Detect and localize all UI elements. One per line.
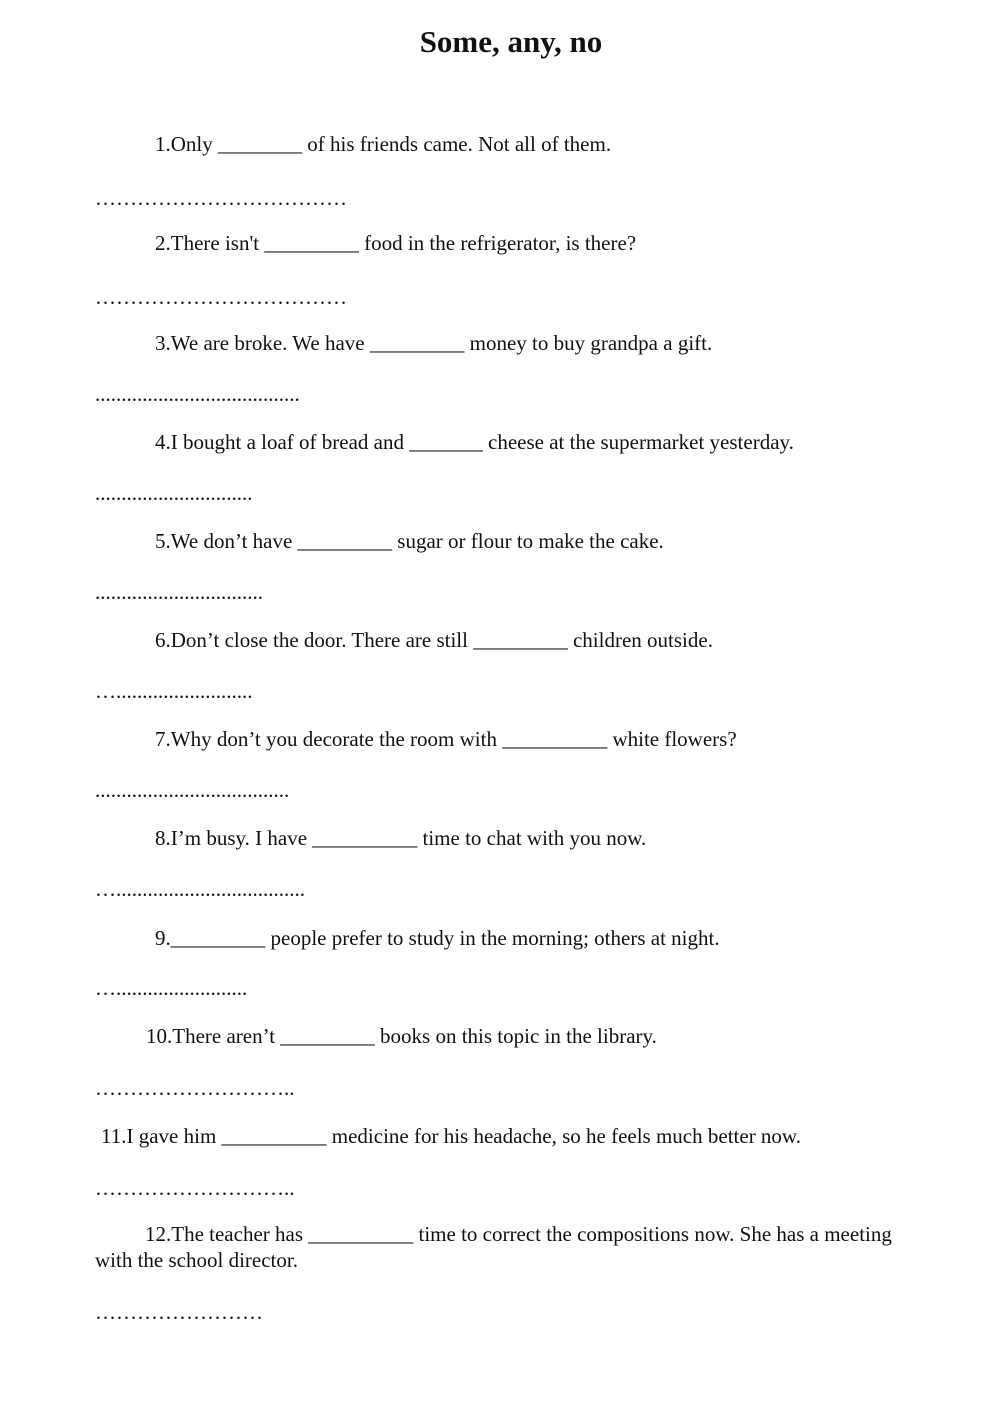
question-5: 5.We don’t have _________ sugar or flour to make the cake. <box>155 529 664 553</box>
worksheet-title: Some, any, no <box>419 24 603 59</box>
question-2: 2.There isn't _________ food in the refrigerator, is there? <box>155 231 637 255</box>
answer-line-12[interactable]: …………………… <box>95 1300 263 1324</box>
answer-line-3[interactable]: ....................................... <box>95 382 300 406</box>
question-8: 8.I’m busy. I have __________ time to chat with you now. <box>155 826 647 850</box>
answer-line-5[interactable]: ................................ <box>95 580 263 604</box>
question-10: 10.There aren’t _________ books on this topic in the library. <box>146 1024 657 1048</box>
question-11: 11.I gave him __________ medicine for his headache, so he feels much better now. <box>101 1124 801 1148</box>
question-9: 9._________ people prefer to study in the morning; others at night. <box>155 926 720 950</box>
answer-line-9[interactable]: …......................... <box>95 976 248 1000</box>
answer-line-10[interactable]: ……………………….. <box>95 1076 295 1100</box>
question-6: 6.Don’t close the door. There are still _________ children outside. <box>155 628 713 652</box>
question-12: 12.The teacher has __________ time to correct the compositions now. She has a meeting with the school director. <box>95 1222 892 1272</box>
question-4: 4.I bought a loaf of bread and _______ cheese at the supermarket yesterday. <box>155 430 794 454</box>
answer-line-6[interactable]: ….......................... <box>95 679 253 703</box>
question-7: 7.Why don’t you decorate the room with __________ white flowers? <box>155 727 737 751</box>
question-1: 1.Only ________ of his friends came. Not all of them. <box>155 132 612 156</box>
answer-line-1[interactable]: ……………………………… <box>95 186 347 210</box>
question-3: 3.We are broke. We have _________ money to buy grandpa a gift. <box>155 331 713 355</box>
answer-line-4[interactable]: .............................. <box>95 481 253 505</box>
answer-line-7[interactable]: ..................................... <box>95 778 290 802</box>
answer-line-11[interactable]: ……………………….. <box>95 1176 295 1200</box>
answer-line-2[interactable]: ……………………………… <box>95 285 347 309</box>
answer-line-8[interactable]: ….................................... <box>95 877 305 901</box>
